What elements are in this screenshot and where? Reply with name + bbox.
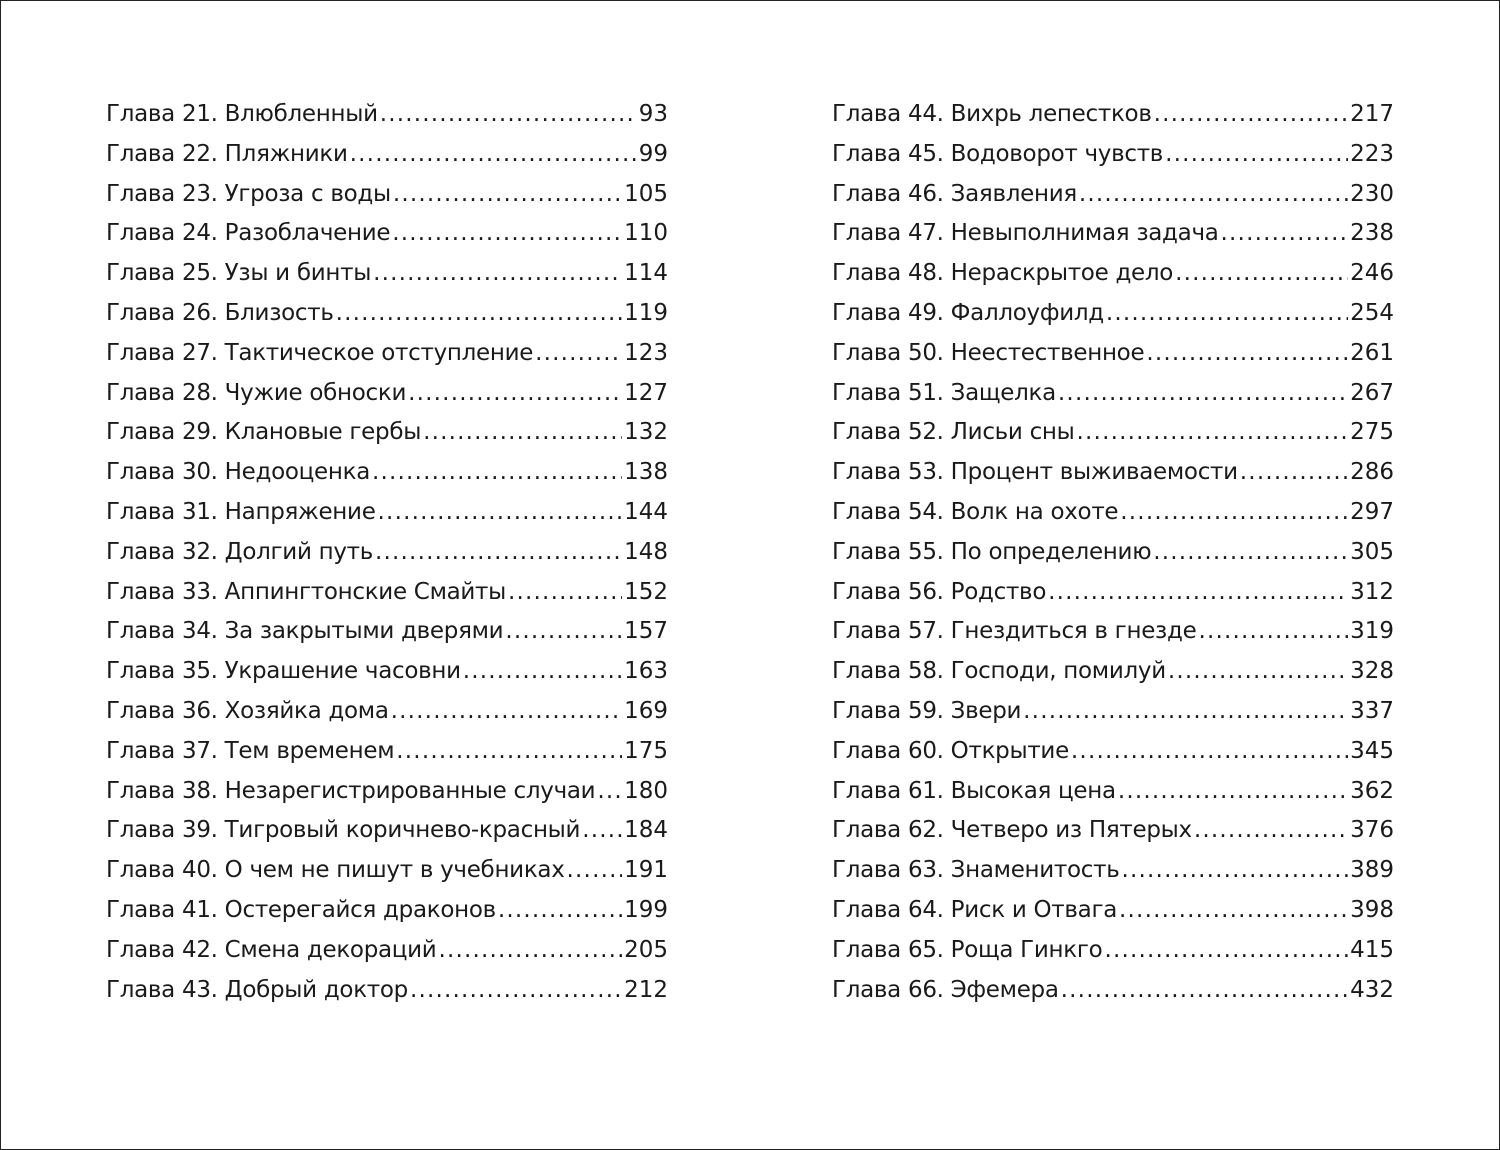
toc-entry	[106, 811, 668, 851]
page-number: 184	[624, 817, 668, 844]
toc-entry	[832, 811, 1394, 851]
dot-leader	[410, 971, 622, 1011]
toc-entry	[106, 931, 668, 971]
toc-entry	[106, 652, 668, 692]
toc-entry	[832, 135, 1394, 175]
chapter-title: Глава 61. Высокая цена	[832, 777, 1116, 804]
toc-entry	[832, 294, 1394, 334]
dot-leader	[1194, 811, 1348, 851]
page-number: 148	[624, 538, 668, 565]
chapter-title: Глава 47. Невыполнимая задача	[832, 220, 1219, 247]
chapter-title: Глава 25. Узы и бинты	[106, 260, 372, 287]
chapter-title: Глава 28. Чужие обноски	[106, 379, 407, 406]
page-number: 144	[624, 498, 668, 525]
toc-entry	[106, 95, 668, 135]
toc-entry	[832, 851, 1394, 891]
page-number: 238	[1350, 220, 1394, 247]
chapter-title: Глава 24. Разоблачение	[106, 220, 391, 247]
toc-entry	[832, 931, 1394, 971]
page-number: 415	[1350, 936, 1394, 963]
page-number: 191	[624, 857, 668, 884]
page-number: 114	[624, 260, 668, 287]
dot-leader	[1061, 971, 1348, 1011]
dot-leader	[1077, 413, 1349, 453]
toc-entry	[832, 652, 1394, 692]
chapter-title: Глава 54. Волк на охоте	[832, 498, 1119, 525]
page-number: 305	[1350, 538, 1394, 565]
chapter-title: Глава 63. Знаменитость	[832, 857, 1120, 884]
chapter-title: Глава 36. Хозяйка дома	[106, 697, 389, 724]
dot-leader	[582, 811, 622, 851]
chapter-title: Глава 23. Угроза с воды	[106, 180, 391, 207]
chapter-title: Глава 60. Открытие	[832, 737, 1069, 764]
dot-leader	[505, 612, 622, 652]
dot-leader	[438, 931, 622, 971]
toc-entry	[832, 971, 1394, 1011]
page-number: 376	[1350, 817, 1394, 844]
page-number: 157	[624, 618, 668, 645]
toc-entry	[832, 453, 1394, 493]
chapter-title: Глава 37. Тем временем	[106, 737, 395, 764]
dot-leader	[380, 95, 637, 135]
toc-entry	[106, 851, 668, 891]
chapter-title: Глава 27. Тактическое отступление	[106, 339, 534, 366]
toc-entry	[832, 573, 1394, 613]
chapter-title: Глава 21. Влюбленный	[106, 101, 378, 127]
toc-column-right	[832, 95, 1394, 1010]
toc-entry	[832, 175, 1394, 215]
page-number: 217	[1350, 101, 1394, 127]
chapter-title: Глава 40. О чем не пишут в учебниках	[106, 857, 565, 884]
chapter-title: Глава 59. Звери	[832, 697, 1022, 724]
page-number: 328	[1350, 658, 1394, 685]
chapter-title: Глава 50. Неестественное	[832, 339, 1145, 366]
page-number: 254	[1350, 299, 1394, 326]
dot-leader	[1120, 493, 1348, 533]
toc-entry	[832, 612, 1394, 652]
dot-leader	[1106, 294, 1348, 334]
page-number: 152	[624, 578, 668, 605]
page-number: 275	[1350, 419, 1394, 446]
chapter-title: Глава 38. Незарегистрированные случаи	[106, 777, 596, 804]
chapter-title: Глава 55. По определению	[832, 538, 1152, 565]
dot-leader	[1104, 931, 1348, 971]
chapter-title: Глава 48. Нераскрытое дело	[832, 260, 1174, 287]
page-number: 180	[624, 777, 668, 804]
page-number: 267	[1350, 379, 1394, 406]
dot-leader	[1221, 214, 1349, 254]
chapter-title: Глава 30. Недооценка	[106, 459, 370, 486]
dot-leader	[393, 175, 622, 215]
page-number: 337	[1350, 697, 1394, 724]
page-number: 362	[1350, 777, 1394, 804]
toc-entry	[106, 573, 668, 613]
dot-leader	[1048, 573, 1348, 613]
dot-leader	[535, 334, 622, 374]
page-number: 119	[624, 299, 668, 326]
dot-leader	[1079, 175, 1348, 215]
toc-entry	[106, 493, 668, 533]
dot-leader	[463, 652, 622, 692]
page-number: 132	[624, 419, 668, 446]
page-number: 123	[624, 339, 668, 366]
chapter-title: Глава 51. Защелка	[832, 379, 1056, 406]
dot-leader	[1175, 254, 1348, 294]
page-number: 312	[1350, 578, 1394, 605]
dot-leader	[1146, 334, 1348, 374]
toc-entry	[106, 175, 668, 215]
dot-leader	[391, 692, 622, 732]
dot-leader	[373, 254, 622, 294]
toc-entry	[106, 772, 668, 812]
toc-entry	[832, 254, 1394, 294]
page-number: 199	[624, 896, 668, 923]
toc-entry	[832, 891, 1394, 931]
chapter-title: Глава 65. Роща Гинкго	[832, 936, 1103, 963]
dot-leader	[1168, 652, 1348, 692]
chapter-title: Глава 64. Риск и Отвага	[832, 896, 1118, 923]
dot-leader	[1071, 732, 1348, 772]
dot-leader	[392, 214, 622, 254]
chapter-title: Глава 31. Напряжение	[106, 498, 376, 525]
dot-leader	[1058, 374, 1348, 414]
page-number: 246	[1350, 260, 1394, 287]
toc-entry	[106, 135, 668, 175]
toc-entry	[106, 453, 668, 493]
toc-entry	[106, 374, 668, 414]
dot-leader	[1165, 135, 1348, 175]
dot-leader	[336, 294, 622, 334]
toc-entry	[832, 334, 1394, 374]
chapter-title: Глава 43. Добрый доктор	[106, 976, 408, 1003]
toc-entry	[106, 732, 668, 772]
toc-entry	[106, 214, 668, 254]
chapter-title: Глава 49. Фаллоуфилд	[832, 299, 1104, 326]
page-number: 286	[1350, 459, 1394, 486]
toc-entry	[106, 254, 668, 294]
page-number: 205	[624, 936, 668, 963]
chapter-title: Глава 29. Клановые гербы	[106, 419, 422, 446]
page-number: 110	[624, 220, 668, 247]
page-number: 223	[1350, 140, 1394, 167]
page-number: 212	[624, 976, 668, 1003]
chapter-title: Глава 35. Украшение часовни	[106, 658, 461, 685]
toc-entry	[832, 772, 1394, 812]
dot-leader	[372, 453, 622, 493]
page-number: 345	[1350, 737, 1394, 764]
toc-entry	[106, 334, 668, 374]
toc-entry	[106, 294, 668, 334]
dot-leader	[597, 772, 622, 812]
dot-leader	[1122, 851, 1349, 891]
chapter-title: Глава 52. Лисьи сны	[832, 419, 1075, 446]
dot-leader	[1118, 772, 1348, 812]
toc-entry	[832, 374, 1394, 414]
toc-entry	[832, 214, 1394, 254]
dot-leader	[1198, 612, 1348, 652]
dot-leader	[408, 374, 622, 414]
page-number: 99	[638, 140, 668, 167]
page-number: 138	[624, 459, 668, 486]
page-number: 230	[1350, 180, 1394, 207]
toc-entry	[106, 971, 668, 1011]
dot-leader	[1153, 533, 1348, 573]
page-number: 169	[624, 697, 668, 724]
toc-entry	[106, 413, 668, 453]
toc-entry	[832, 493, 1394, 533]
dot-leader	[567, 851, 623, 891]
chapter-title: Глава 39. Тигровый коричнево-красный	[106, 817, 581, 844]
page-number: 261	[1350, 339, 1394, 366]
page-number: 432	[1350, 976, 1394, 1003]
dot-leader	[378, 493, 623, 533]
chapter-title: Глава 66. Эфемера	[832, 976, 1059, 1003]
page-number: 297	[1350, 498, 1394, 525]
dot-leader	[375, 533, 622, 573]
chapter-title: Глава 62. Четверо из Пятерых	[832, 817, 1192, 844]
toc-entry	[832, 413, 1394, 453]
toc-entry	[106, 692, 668, 732]
toc-entry	[106, 533, 668, 573]
dot-leader	[1154, 95, 1349, 135]
chapter-title: Глава 46. Заявления	[832, 180, 1077, 207]
chapter-title: Глава 57. Гнездиться в гнезде	[832, 618, 1197, 645]
chapter-title: Глава 33. Аппингтонские Смайты	[106, 578, 507, 605]
toc-entry	[106, 612, 668, 652]
dot-leader	[498, 891, 622, 931]
toc-entry	[832, 732, 1394, 772]
page-number: 163	[624, 658, 668, 685]
chapter-title: Глава 34. За закрытыми дверями	[106, 618, 504, 645]
dot-leader	[508, 573, 622, 613]
page-number: 175	[624, 737, 668, 764]
page-number: 127	[624, 379, 668, 406]
dot-leader	[350, 135, 637, 175]
chapter-title: Глава 58. Господи, помилуй	[832, 658, 1166, 685]
page-number: 105	[624, 180, 668, 207]
page-number: 389	[1350, 857, 1394, 884]
chapter-title: Глава 45. Водоворот чувств	[832, 140, 1164, 167]
dot-leader	[1023, 692, 1348, 732]
page-number: 398	[1350, 896, 1394, 923]
chapter-title: Глава 42. Смена декораций	[106, 936, 437, 963]
chapter-title: Глава 56. Родство	[832, 578, 1047, 605]
chapter-title: Глава 26. Близость	[106, 299, 334, 326]
dot-leader	[396, 732, 622, 772]
chapter-title: Глава 32. Долгий путь	[106, 538, 374, 565]
toc-column-left	[106, 95, 668, 1010]
dot-leader	[423, 413, 622, 453]
page-number: 93	[638, 101, 668, 127]
toc-entry	[832, 692, 1394, 732]
chapter-title: Глава 41. Остерегайся драконов	[106, 896, 496, 923]
chapter-title: Глава 53. Процент выживаемости	[832, 459, 1238, 486]
dot-leader	[1119, 891, 1348, 931]
toc-entry	[832, 533, 1394, 573]
dot-leader	[1240, 453, 1348, 493]
toc-entry	[106, 891, 668, 931]
toc-entry	[832, 95, 1394, 135]
page-number: 319	[1350, 618, 1394, 645]
chapter-title: Глава 44. Вихрь лепестков	[832, 101, 1152, 127]
chapter-title: Глава 22. Пляжники	[106, 140, 348, 167]
